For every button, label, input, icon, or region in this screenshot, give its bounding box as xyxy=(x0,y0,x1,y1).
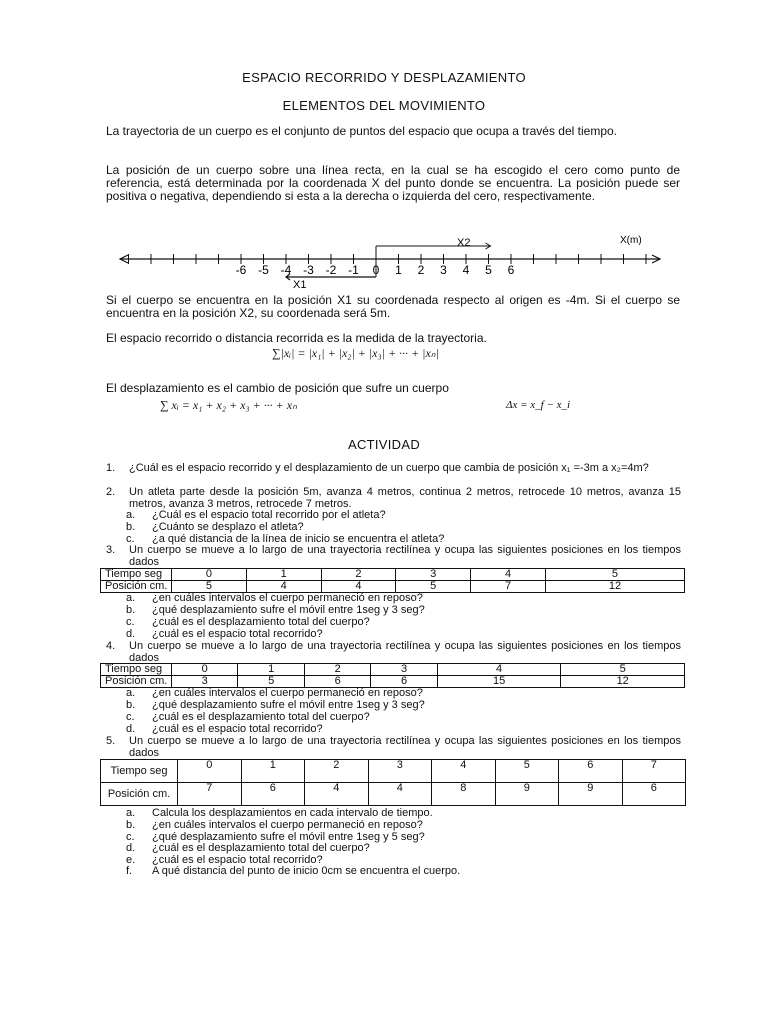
table-q5 xyxy=(100,759,686,806)
tick-label: 6 xyxy=(507,263,515,277)
distance-formula: ∑|xᵢ| = |x₁| + |x₂| + |x₃| + ··· + |xₙ| xyxy=(272,346,439,360)
table-cell: 9 xyxy=(495,783,559,806)
paragraph-desplazamiento: El desplazamiento es el cambio de posición que sufre un cuerpo xyxy=(106,381,449,395)
table-row xyxy=(101,569,685,581)
question-number: 4. xyxy=(106,640,116,652)
delta-formula: Δx = x_f − x_i xyxy=(506,399,571,411)
sub-question: b. ¿en cuáles intervalos el cuerpo permaneció en reposo? xyxy=(126,819,423,831)
table-cell: 4 xyxy=(471,569,546,581)
table-cell: 6 xyxy=(304,676,370,688)
question-text: Un atleta parte desde la posición 5m, avanza 4 metros, continua 2 metros, retrocede 10 metros, avanza 15 metros, avanza 3 metros, retrocede 7 metros. xyxy=(129,486,681,510)
table-cell: 7 xyxy=(471,581,546,593)
table-cell: 4 xyxy=(432,760,496,783)
table-row-header: Posición cm. xyxy=(101,676,172,688)
tick-label: -5 xyxy=(258,263,269,277)
tick-label: -1 xyxy=(348,263,359,277)
question-text: ¿Cuál es el espacio recorrido y el desplazamiento de un cuerpo que cambia de posición x₁ =-3m a x₂=4m? xyxy=(129,462,649,474)
sub-question: b. ¿Cuánto se desplazo el atleta? xyxy=(126,521,304,533)
table-cell: 3 xyxy=(396,569,471,581)
table-cell: 12 xyxy=(561,676,685,688)
table-row-header: Tiempo seg xyxy=(101,664,172,676)
table-cell: 3 xyxy=(368,760,432,783)
sub-question: b. ¿qué desplazamiento sufre el móvil entre 1seg y 3 seg? xyxy=(126,604,425,616)
table-cell: 1 xyxy=(238,664,304,676)
table-cell: 0 xyxy=(172,664,238,676)
activity-title: ACTIVIDAD xyxy=(347,437,421,452)
table-cell: 3 xyxy=(371,664,437,676)
table-cell: 1 xyxy=(241,760,305,783)
table-cell: 7 xyxy=(622,760,686,783)
question-text: Un cuerpo se mueve a lo largo de una trayectoria rectilínea y ocupa las siguientes posiciones en los tiempos dados xyxy=(129,640,681,664)
table-q3 xyxy=(100,568,685,593)
table-cell: 4 xyxy=(437,664,561,676)
table-row-header: Tiempo seg xyxy=(101,760,178,783)
sub-question: c. ¿a qué distancia de la línea de inicio se encuentra el atleta? xyxy=(126,533,445,545)
question-number: 1. xyxy=(106,462,116,474)
table-row xyxy=(101,760,686,783)
table-row xyxy=(101,783,686,806)
paragraph-trayectoria: La trayectoria de un cuerpo es el conjunto de puntos del espacio que ocupa a través del tiempo. xyxy=(106,124,618,138)
tick-label: 5 xyxy=(485,263,492,277)
sub-question: d. ¿cuál es el desplazamiento total del cuerpo? xyxy=(126,842,370,854)
sub-question: f. A qué distancia del punto de inicio 0cm se encuentra el cuerpo. xyxy=(126,865,461,877)
sub-question: d. ¿cuál es el espacio total recorrido? xyxy=(126,723,323,735)
tick-label: -2 xyxy=(325,263,337,277)
table-cell: 5 xyxy=(561,664,685,676)
sub-question: a. ¿en cuáles intervalos el cuerpo permaneció en reposo? xyxy=(126,592,423,604)
table-row xyxy=(101,664,685,676)
table-cell: 2 xyxy=(304,664,370,676)
table-cell: 4 xyxy=(321,581,396,593)
sub-question: b. ¿qué desplazamiento sufre el móvil entre 1seg y 3 seg? xyxy=(126,699,425,711)
tick-label: 0 xyxy=(372,263,380,277)
table-cell: 5 xyxy=(545,569,684,581)
document-title: ESPACIO RECORRIDO Y DESPLAZAMIENTO xyxy=(242,70,526,85)
table-cell: 4 xyxy=(305,783,369,806)
table-cell: 4 xyxy=(368,783,432,806)
tick-label: 4 xyxy=(462,263,470,277)
question-text: Un cuerpo se mueve a lo largo de una trayectoria rectilínea y ocupa las siguientes posiciones en los tiempos dados xyxy=(129,735,681,759)
sub-question: c. ¿qué desplazamiento sufre el móvil entre 1seg y 5 seg? xyxy=(126,831,425,843)
table-cell: 0 xyxy=(178,760,242,783)
tick-label: -4 xyxy=(280,263,292,277)
sub-question: c. ¿cuál es el desplazamiento total del cuerpo? xyxy=(126,616,370,628)
tick-label: -3 xyxy=(303,263,314,277)
table-q4 xyxy=(100,663,685,688)
question-number: 5. xyxy=(106,735,116,747)
table-cell: 5 xyxy=(495,760,559,783)
question-text: Un cuerpo se mueve a lo largo de una trayectoria rectilínea y ocupa las siguientes posiciones en los tiempos dados xyxy=(129,544,681,568)
tick-label: 1 xyxy=(395,263,402,277)
table-cell: 5 xyxy=(396,581,471,593)
table-cell: 1 xyxy=(246,569,321,581)
axis-label: X(m) xyxy=(620,235,642,246)
table-cell: 3 xyxy=(172,676,238,688)
table-cell: 12 xyxy=(545,581,684,593)
tick-label: 2 xyxy=(417,263,425,277)
table-cell: 7 xyxy=(178,783,242,806)
x1-label: X1 xyxy=(293,279,307,291)
number-line-diagram xyxy=(110,230,670,292)
table-cell: 5 xyxy=(238,676,304,688)
question-number: 3. xyxy=(106,544,116,556)
table-cell: 4 xyxy=(246,581,321,593)
question-number: 2. xyxy=(106,486,116,498)
sub-question: a. Calcula los desplazamientos en cada intervalo de tiempo. xyxy=(126,807,433,819)
table-cell: 0 xyxy=(172,569,247,581)
table-cell: 6 xyxy=(371,676,437,688)
displacement-sum-formula: ∑ xᵢ = x₁ + x₂ + x₃ + ··· + xₙ xyxy=(160,398,297,412)
sub-question: e. ¿cuál es el espacio total recorrido? xyxy=(126,854,323,866)
table-cell: 2 xyxy=(321,569,396,581)
tick-label: 3 xyxy=(440,263,447,277)
table-row xyxy=(101,676,685,688)
sub-question: a. ¿Cuál es el espacio total recorrido por el atleta? xyxy=(126,509,386,521)
table-row-header: Posición cm. xyxy=(101,783,178,806)
x2-label: X2 xyxy=(457,237,471,249)
table-cell: 5 xyxy=(172,581,247,593)
table-row xyxy=(101,581,685,593)
paragraph-posicion: La posición de un cuerpo sobre una línea recta, en la cual se ha escogido el cero como punto de referencia, está determinada por la coordenada X del punto donde se encuentra. La posición puede ser positiva o negativa, dependiendo si esta a la derecha o izquierda del cero, respectivamente. xyxy=(106,163,680,204)
table-cell: 2 xyxy=(305,760,369,783)
paragraph-ejemplo-posiciones: Si el cuerpo se encuentra en la posición X1 su coordenada respecto al origen es -4m. Si el cuerpo se encuentra en la posición X2, su coordenada será 5m. xyxy=(106,293,680,321)
sub-question: c. ¿cuál es el desplazamiento total del cuerpo? xyxy=(126,711,370,723)
table-row-header: Posición cm. xyxy=(101,581,172,593)
table-row-header: Tiempo seg xyxy=(101,569,172,581)
table-cell: 8 xyxy=(432,783,496,806)
table-cell: 15 xyxy=(437,676,561,688)
table-cell: 6 xyxy=(559,760,623,783)
document-subtitle: ELEMENTOS DEL MOVIMIENTO xyxy=(282,98,486,113)
table-cell: 6 xyxy=(622,783,686,806)
sub-question: a. ¿en cuáles intervalos el cuerpo permaneció en reposo? xyxy=(126,687,423,699)
tick-label: -6 xyxy=(235,263,247,277)
table-cell: 9 xyxy=(559,783,623,806)
paragraph-espacio-recorrido: El espacio recorrido o distancia recorrida es la medida de la trayectoria. xyxy=(106,331,487,345)
table-cell: 6 xyxy=(241,783,305,806)
sub-question: d. ¿cuál es el espacio total recorrido? xyxy=(126,628,323,640)
